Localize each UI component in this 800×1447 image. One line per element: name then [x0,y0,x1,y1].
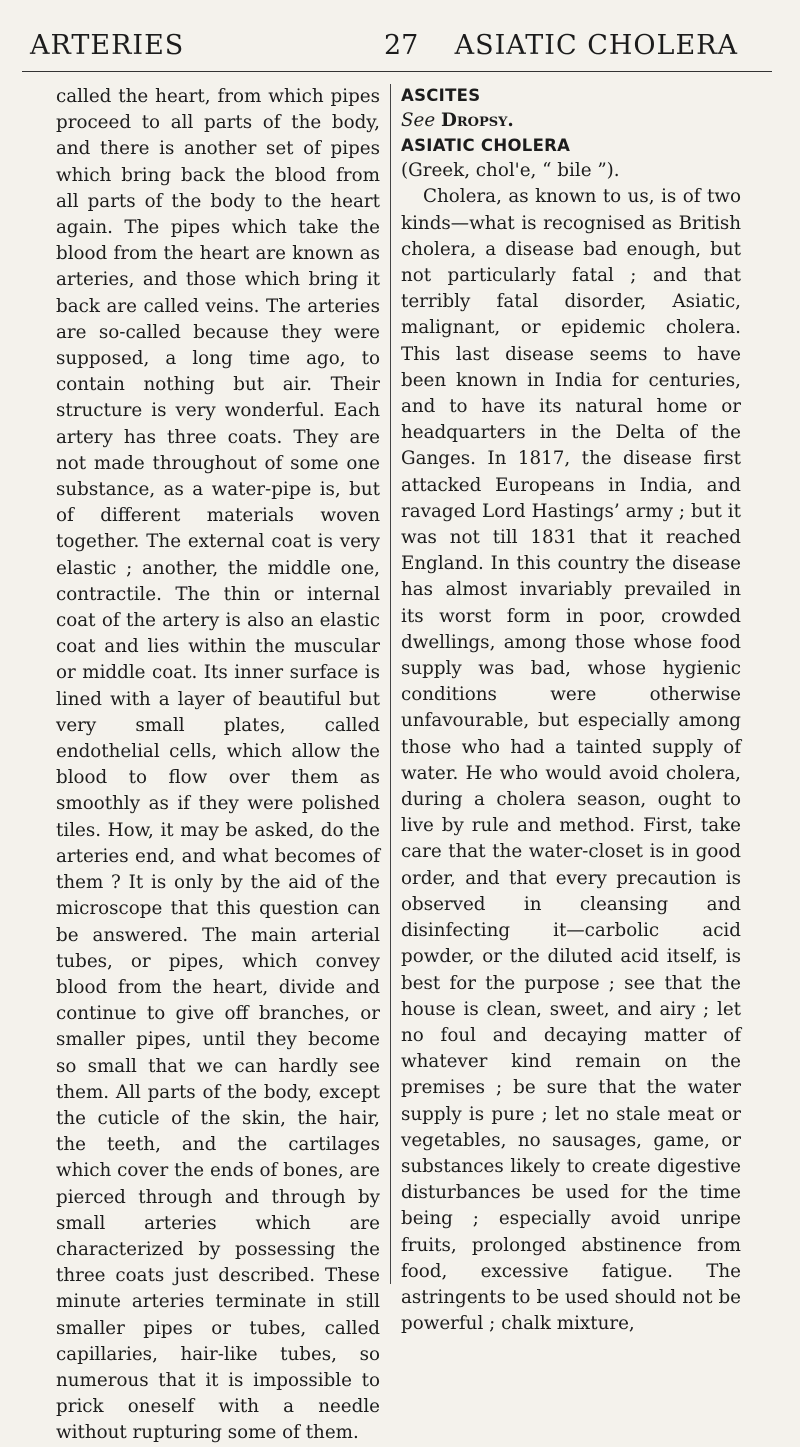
page-number: 27 [384,30,419,61]
header-rule [22,71,772,72]
see-reference-link: Dropsy. [440,110,514,131]
ascites-cross-reference [401,108,741,134]
see-label: See [401,110,436,131]
header-left-title: ARTERIES [30,30,185,61]
asiatic-cholera-heading: ASIATIC CHOLERA [401,136,571,156]
left-column [56,84,380,1447]
cholera-etymology: (Greek, chol'e, “ bile ”). [401,160,620,182]
ascites-heading: ASCITES [401,86,481,105]
cholera-body-text: Cholera, as known to us, is of two kinds—what is recognised as British cholera, a disease bad enough, but not particularly fatal ; and that terribly fatal disorder, Asiatic, malignant, or epidemic cholera. This last disease seems to have been known in India for centuries, and to have its natural home or headquarters in the Delta of the Ganges. In 1817, the disease first attacked Europeans in India, and ravaged Lord Hastings’ army ; but it was not till 1831 that it reached England. In this country the disease has almost invariably prevailed in its worst form in poor, crowded dwellings, among those whose food supply was bad, whose hygienic conditions were otherwise unfavourable, but especially among those who had a tainted supply of water. He who would avoid cholera, during a cholera season, ought to live by rule and method. First, take care that the water-closet is in good order, and that every precaution is observed in cleansing and disinfecting it—carbolic acid powder, or the diluted acid itself, is best for the purpose ; see that the house is clean, sweet, and airy ; let no foul and decaying matter of whatever kind remain on the premises ; be sure that the water supply is pure ; let no stale meat or vegetables, no sausages, game, or substances likely to create digestive disturbances be used for the time being ; especially avoid unripe fruits, prolonged abstinence from food, excessive fatigue. The astringents to be used should not be powerful ; chalk mixture, [401,186,741,1335]
arteries-body-text: called the heart, from which pipes proceed to all parts of the body, and there is another set of pipes which bring back the blood from all parts of the body to the heart again. The pipes which take the blood from the heart are known as arteries, and those which bring it back are called veins. The arteries are so-called because they were supposed, a long time ago, to contain nothing but air. Their structure is very wonderful. Each artery has three coats. They are not made throughout of some one substance, as a water-pipe is, but of different materials woven together. The external coat is very elastic ; another, the middle one, contractile. The thin or internal coat of the artery is also an elastic coat and lies within the muscular or middle coat. Its inner surface is lined with a layer of beautiful but very small plates, called endothelial cells, which allow the blood to flow over them as smoothly as if they were polished tiles. How, it may be asked, do the arteries end, and what becomes of them ? It is only by the aid of the microscope that this question can be answered. The main arterial tubes, or pipes, which convey blood from the heart, divide and continue to give off branches, or smaller pipes, until they become so small that we can hardly see them. All parts of the body, except the cuticle of the skin, the hair, the teeth, and the cartilages which cover the ends of bones, are pierced through and through by small arteries which are characterized by possessing the three coats just described. These minute arteries terminate in still smaller pipes or tubes, called capillaries, hair-like tubes, so numerous that it is impossible to prick oneself with a needle without rupturing some of them. [56,86,380,1444]
column-divider [390,84,391,1284]
header-right-title: ASIATIC CHOLERA [454,30,738,61]
running-header [0,0,800,70]
right-column [401,84,741,1337]
